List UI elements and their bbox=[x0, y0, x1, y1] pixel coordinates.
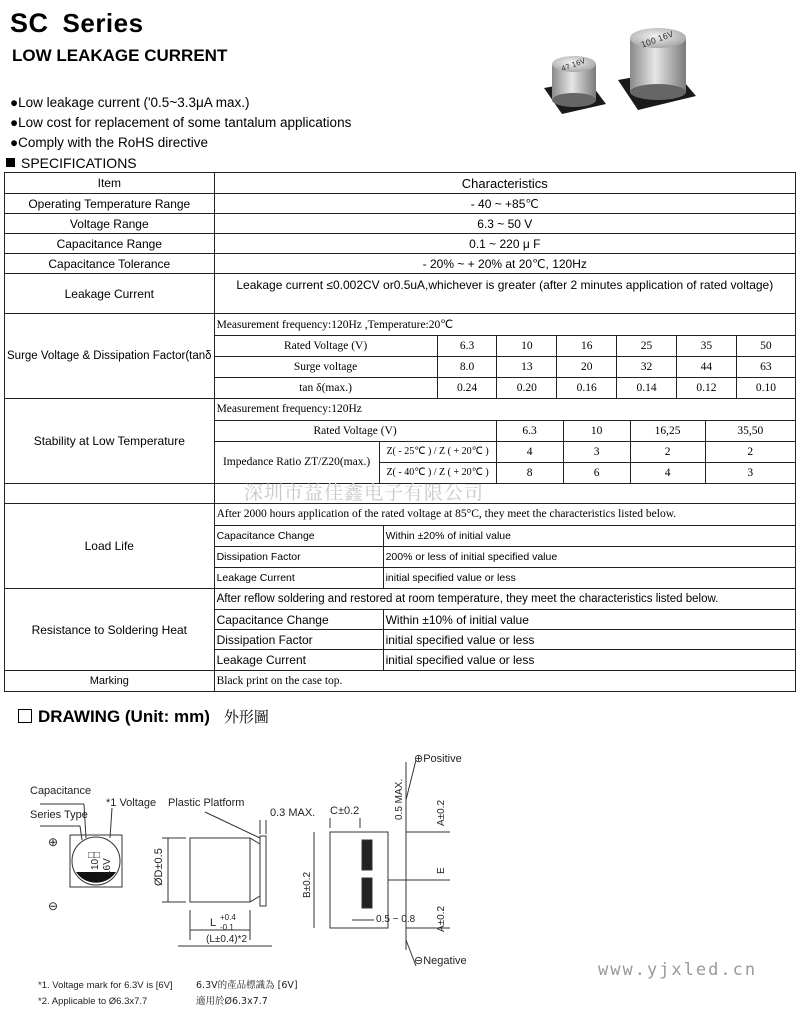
row-label: Voltage Range bbox=[5, 214, 215, 234]
label-negative: ⊖Negative bbox=[414, 955, 467, 967]
row-label: Leakage Current bbox=[5, 274, 215, 314]
top-cap-value: 10 bbox=[90, 858, 101, 870]
rated-voltage-label: Rated Voltage (V) bbox=[215, 420, 497, 441]
label-series-type: Series Type bbox=[30, 809, 88, 821]
series-word: Series bbox=[62, 8, 144, 38]
row-label: Capacitance Tolerance bbox=[5, 254, 215, 274]
cell: 35,50 bbox=[705, 420, 795, 441]
sub-value: Within ±20% of initial value bbox=[383, 525, 795, 546]
label-voltage: *1 Voltage bbox=[106, 797, 157, 809]
label-length: L bbox=[210, 917, 217, 929]
stability-subtable bbox=[215, 399, 795, 483]
cell: 32 bbox=[617, 356, 677, 377]
top-voltage-value: 16V bbox=[102, 858, 113, 876]
col-header-characteristics: Characteristics bbox=[214, 173, 795, 194]
cell: 44 bbox=[676, 356, 736, 377]
condition-note: After reflow soldering and restored at room temperature, they meet the characteristics listed below. bbox=[215, 590, 795, 610]
cell: 4 bbox=[630, 462, 705, 483]
sub-value: initial specified value or less bbox=[383, 567, 795, 588]
soldering-subtable bbox=[215, 590, 795, 670]
specifications-heading: SPECIFICATIONS bbox=[6, 155, 137, 171]
feature-list bbox=[10, 93, 351, 153]
cell: 0.16 bbox=[557, 377, 617, 398]
row-value: Black print on the case top. bbox=[214, 671, 795, 692]
label-height: 0.5 MAX. bbox=[394, 778, 405, 820]
row-label: Operating Temperature Range bbox=[5, 194, 215, 214]
footnote-2-cn: 適用於Ø6.3x7.7 bbox=[196, 996, 268, 1007]
row-label: Stability at Low Temperature bbox=[5, 399, 215, 484]
sub-label: Capacitance Change bbox=[215, 610, 384, 630]
load-life-subtable bbox=[215, 504, 795, 588]
sub-value: initial specified value or less bbox=[383, 630, 795, 650]
plus-symbol-icon: ⊕ bbox=[48, 835, 59, 849]
cell: 10 bbox=[497, 335, 557, 356]
minus-symbol-icon: ⊖ bbox=[48, 899, 59, 913]
cell: 50 bbox=[736, 335, 795, 356]
website-watermark: www.yjxled.cn bbox=[598, 960, 758, 980]
row-label: Surge Voltage & Dissipation Factor(tanδ bbox=[5, 314, 215, 399]
cell: 0.24 bbox=[437, 377, 497, 398]
cell: 4 bbox=[496, 441, 563, 462]
condition-note: After 2000 hours application of the rated voltage at 85°C, they meet the characteristics listed below. bbox=[215, 504, 795, 525]
label-length-minus: -0.1 bbox=[220, 923, 234, 932]
label-pitch: 0.5 ~ 0.8 bbox=[376, 914, 416, 925]
company-watermark: 深圳市益佳鑫电子有限公司 bbox=[244, 483, 485, 504]
series-title bbox=[10, 8, 144, 39]
row-label: Load Life bbox=[5, 504, 215, 589]
row-value: - 40 ~ +85℃ bbox=[214, 194, 795, 214]
rated-voltage-label: Rated Voltage (V) bbox=[215, 335, 438, 356]
measurement-note: Measurement frequency:120Hz bbox=[215, 399, 795, 420]
z40-label: Z( - 40℃ ) / Z ( + 20℃ ) bbox=[379, 462, 496, 483]
label-b: B±0.2 bbox=[302, 871, 313, 898]
specifications-table bbox=[4, 172, 796, 692]
feature-item: ●Low cost for replacement of some tantalum applications bbox=[10, 115, 352, 130]
measurement-note: Measurement frequency:120Hz ,Temperature:20℃ bbox=[215, 314, 795, 335]
cell: 0.14 bbox=[617, 377, 677, 398]
cell: 6.3 bbox=[437, 335, 497, 356]
checkbox-square-icon bbox=[18, 709, 32, 723]
footnote-2-en: *2. Applicable to Ø6.3x7.7 bbox=[38, 996, 148, 1007]
label-a-bottom: A±0.2 bbox=[436, 905, 447, 932]
impedance-ratio-label: Impedance Ratio ZT/Z20(max.) bbox=[215, 441, 380, 483]
cell: 25 bbox=[617, 335, 677, 356]
label-e: E bbox=[436, 867, 447, 874]
top-mark: □□ bbox=[88, 850, 101, 861]
feature-item: ●Low leakage current ('0.5~3.3μA max.) bbox=[10, 95, 250, 110]
sub-label: Capacitance Change bbox=[215, 525, 384, 546]
cell: 3 bbox=[563, 441, 630, 462]
label-capacitance: Capacitance bbox=[30, 785, 92, 797]
label-diameter: ØD±0.5 bbox=[153, 848, 165, 886]
cell: 8.0 bbox=[437, 356, 497, 377]
surge-voltage-label: Surge voltage bbox=[215, 356, 438, 377]
cell: 0.10 bbox=[736, 377, 795, 398]
cell: 16 bbox=[557, 335, 617, 356]
tan-delta-label: tan δ(max.) bbox=[215, 377, 438, 398]
drawing-heading: DRAWING (Unit: mm) 外形圖 bbox=[18, 706, 269, 727]
sub-label: Leakage Current bbox=[215, 567, 384, 588]
page-subtitle: LOW LEAKAGE CURRENT bbox=[12, 46, 228, 65]
col-header-item: Item bbox=[5, 173, 215, 194]
surge-subtable bbox=[215, 314, 795, 398]
label-platform: Plastic Platform bbox=[168, 797, 245, 809]
footnote-1-cn: 6.3V的產品標識為 [6V] bbox=[196, 980, 298, 991]
cell: 0.20 bbox=[497, 377, 557, 398]
cell: 3 bbox=[705, 462, 795, 483]
cell: 10 bbox=[563, 420, 630, 441]
row-label: Capacitance Range bbox=[5, 234, 215, 254]
cell: 8 bbox=[496, 462, 563, 483]
cell: 2 bbox=[705, 441, 795, 462]
cell: 6.3 bbox=[496, 420, 563, 441]
label-length-total: (L±0.4)*2 bbox=[206, 934, 248, 945]
cell: 16,25 bbox=[630, 420, 705, 441]
label-c: C±0.2 bbox=[330, 805, 360, 817]
sub-label: Dissipation Factor bbox=[215, 630, 384, 650]
cell: 13 bbox=[497, 356, 557, 377]
sub-label: Leakage Current bbox=[215, 650, 384, 670]
sub-value: Within ±10% of initial value bbox=[383, 610, 795, 630]
cell: 6 bbox=[563, 462, 630, 483]
z25-label: Z( - 25℃ ) / Z ( + 20℃ ) bbox=[379, 441, 496, 462]
large-cap-marking: 100 16V bbox=[639, 29, 675, 50]
empty-cell bbox=[5, 484, 215, 504]
cell: 20 bbox=[557, 356, 617, 377]
small-cap-marking: 47 16V bbox=[560, 57, 587, 74]
feature-item: ●Comply with the RoHS directive bbox=[10, 135, 208, 150]
row-label: Marking bbox=[5, 671, 215, 692]
row-value: Leakage current ≤0.002CV or0.5uA,whichever is greater (after 2 minutes application of rated voltage) bbox=[214, 274, 795, 314]
label-length-plus: +0.4 bbox=[220, 913, 236, 922]
cell: 0.12 bbox=[676, 377, 736, 398]
sub-value: 200% or less of initial specified value bbox=[383, 546, 795, 567]
row-value: 6.3 ~ 50 V bbox=[214, 214, 795, 234]
footnote-1-en: *1. Voltage mark for 6.3V is [6V] bbox=[38, 980, 173, 991]
row-value: 0.1 ~ 220 μ F bbox=[214, 234, 795, 254]
cell: 63 bbox=[736, 356, 795, 377]
label-positive: ⊕Positive bbox=[414, 753, 462, 765]
series-code: SC bbox=[10, 8, 49, 38]
cell: 35 bbox=[676, 335, 736, 356]
dimension-drawing bbox=[20, 740, 480, 1020]
cell: 2 bbox=[630, 441, 705, 462]
square-bullet-icon bbox=[6, 158, 15, 167]
row-value: - 20% ~ + 20% at 20℃, 120Hz bbox=[214, 254, 795, 274]
sub-value: initial specified value or less bbox=[383, 650, 795, 670]
label-gap: 0.3 MAX. bbox=[270, 807, 316, 819]
capacitor-photo bbox=[538, 22, 698, 122]
label-a-top: A±0.2 bbox=[436, 799, 447, 826]
sub-label: Dissipation Factor bbox=[215, 546, 384, 567]
row-label: Resistance to Soldering Heat bbox=[5, 589, 215, 671]
